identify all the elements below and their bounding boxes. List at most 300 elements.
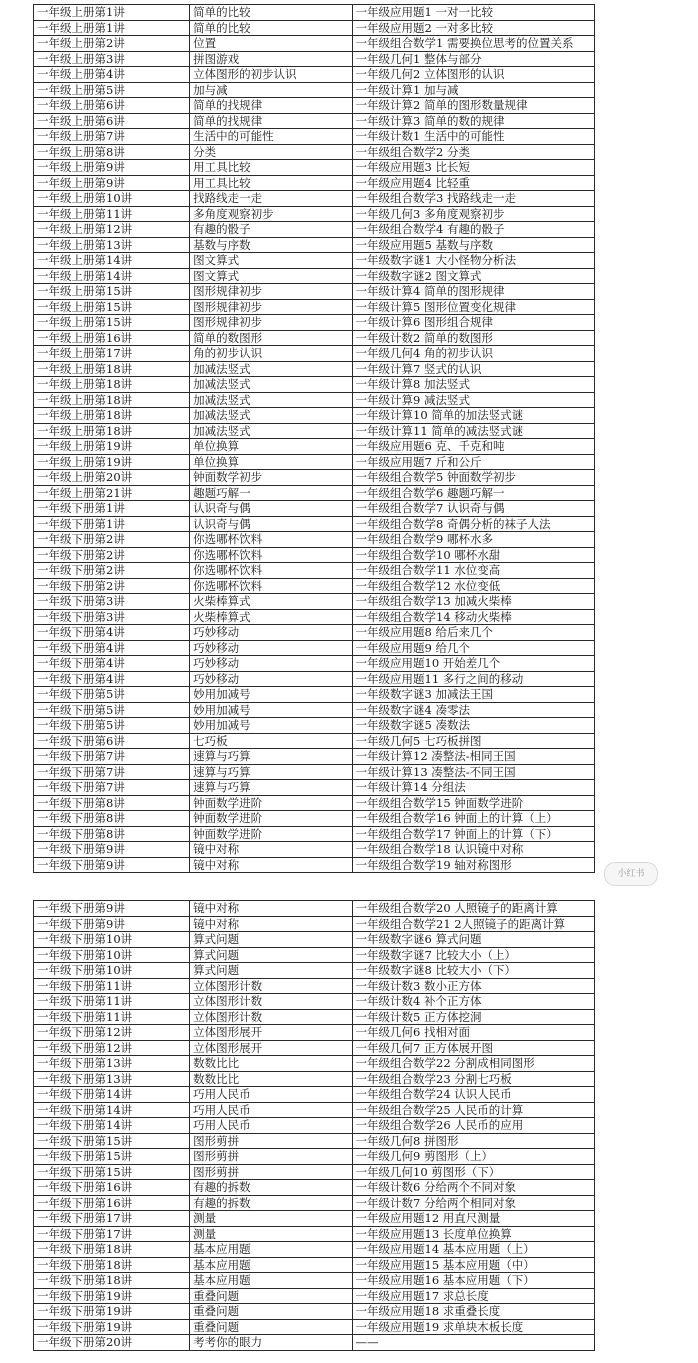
topic-cell: 加减法竖式	[190, 361, 352, 377]
lecture-cell: 一年级下册第2讲	[34, 547, 190, 563]
table-row	[34, 20, 595, 36]
table-row	[34, 718, 595, 734]
lecture-cell: 一年级上册第5讲	[34, 82, 190, 98]
topic-cell: 算式问题	[190, 963, 352, 979]
module-cell: 一年级计算12 凑整法-相同王国	[352, 749, 595, 765]
lecture-cell: 一年级下册第19讲	[34, 1319, 190, 1335]
table-row	[34, 237, 595, 253]
module-cell: 一年级应用题1 一对一比较	[352, 5, 595, 21]
topic-cell: 图形规律初步	[190, 284, 352, 300]
lecture-cell: 一年级下册第6讲	[34, 733, 190, 749]
table-row	[34, 1335, 595, 1351]
watermark-badge: 小红书	[604, 862, 658, 886]
lecture-cell: 一年级下册第8讲	[34, 826, 190, 842]
table-row	[34, 1149, 595, 1165]
lecture-cell: 一年级下册第7讲	[34, 764, 190, 780]
lecture-cell: 一年级上册第16讲	[34, 330, 190, 346]
module-cell: 一年级数字谜5 凑数法	[352, 718, 595, 734]
topic-cell: 找路线走一走	[190, 191, 352, 207]
lecture-cell: 一年级上册第1讲	[34, 5, 190, 21]
module-cell: 一年级应用题10 开始差几个	[352, 656, 595, 672]
lecture-cell: 一年级上册第19讲	[34, 454, 190, 470]
lecture-cell: 一年级下册第4讲	[34, 625, 190, 641]
table-row	[34, 175, 595, 191]
topic-cell: 图形剪拼	[190, 1133, 352, 1149]
table-row	[34, 5, 595, 21]
topic-cell: 镜中对称	[190, 901, 352, 917]
module-cell: 一年级计数5 正方体挖洞	[352, 1009, 595, 1025]
lecture-cell: 一年级下册第12讲	[34, 1025, 190, 1041]
table-row	[34, 36, 595, 52]
table-row	[34, 978, 595, 994]
topic-cell: 图形规律初步	[190, 315, 352, 331]
topic-cell: 重叠问题	[190, 1319, 352, 1335]
table-row	[34, 222, 595, 238]
table-row	[34, 671, 595, 687]
module-cell: 一年级组合数学7 认识奇与偶	[352, 501, 595, 517]
table-row	[34, 408, 595, 424]
topic-cell: 巧妙移动	[190, 625, 352, 641]
module-cell: 一年级组合数学2 分类	[352, 144, 595, 160]
topic-cell: 钟面数学初步	[190, 470, 352, 486]
module-cell: 一年级几何3 多角度观察初步	[352, 206, 595, 222]
table-row	[34, 947, 595, 963]
table-row	[34, 1164, 595, 1180]
module-cell: 一年级应用题17 求总长度	[352, 1288, 595, 1304]
topic-cell: 图文算式	[190, 253, 352, 269]
table-row	[34, 1288, 595, 1304]
lecture-cell: 一年级上册第18讲	[34, 423, 190, 439]
lecture-cell: 一年级上册第8讲	[34, 144, 190, 160]
topic-cell: 算式问题	[190, 932, 352, 948]
table-row	[34, 811, 595, 827]
lecture-cell: 一年级下册第2讲	[34, 563, 190, 579]
table-row	[34, 687, 595, 703]
topic-cell: 加减法竖式	[190, 392, 352, 408]
topic-cell: 钟面数学进阶	[190, 811, 352, 827]
topic-cell: 加减法竖式	[190, 423, 352, 439]
topic-cell: 加减法竖式	[190, 377, 352, 393]
lecture-cell: 一年级下册第16讲	[34, 1195, 190, 1211]
module-cell: 一年级组合数学5 钟面数学初步	[352, 470, 595, 486]
table-row	[34, 253, 595, 269]
table-body	[34, 901, 595, 1351]
module-cell: 一年级应用题3 比长短	[352, 160, 595, 176]
lecture-cell: 一年级下册第16讲	[34, 1180, 190, 1196]
topic-cell: 立体图形的初步认识	[190, 67, 352, 83]
topic-cell: 基数与序数	[190, 237, 352, 253]
topic-cell: 多角度观察初步	[190, 206, 352, 222]
lecture-cell: 一年级上册第9讲	[34, 160, 190, 176]
table-row	[34, 857, 595, 873]
topic-cell: 基本应用题	[190, 1273, 352, 1289]
table-row	[34, 1195, 595, 1211]
module-cell: 一年级计算13 凑整法-不同王国	[352, 764, 595, 780]
topic-cell: 简单的比较	[190, 20, 352, 36]
topic-cell: 基本应用题	[190, 1257, 352, 1273]
topic-cell: 钟面数学进阶	[190, 795, 352, 811]
module-cell: 一年级组合数学15 钟面数学进阶	[352, 795, 595, 811]
module-cell: 一年级计算9 减法竖式	[352, 392, 595, 408]
topic-cell: 巧妙移动	[190, 671, 352, 687]
topic-cell: 单位换算	[190, 439, 352, 455]
module-cell: 一年级组合数学16 钟面上的计算（上）	[352, 811, 595, 827]
topic-cell: 用工具比较	[190, 160, 352, 176]
module-cell: 一年级应用题2 一对多比较	[352, 20, 595, 36]
lecture-cell: 一年级上册第18讲	[34, 408, 190, 424]
topic-cell: 数数比比	[190, 1056, 352, 1072]
module-cell: 一年级应用题19 求单块木板长度	[352, 1319, 595, 1335]
module-cell: 一年级组合数学21 2人照镜子的距离计算	[352, 916, 595, 932]
lecture-cell: 一年级下册第1讲	[34, 501, 190, 517]
lecture-cell: 一年级上册第15讲	[34, 315, 190, 331]
topic-cell: 速算与巧算	[190, 764, 352, 780]
topic-cell: 简单的找规律	[190, 98, 352, 114]
lecture-cell: 一年级下册第5讲	[34, 687, 190, 703]
topic-cell: 巧妙移动	[190, 656, 352, 672]
table-row	[34, 547, 595, 563]
module-cell: 一年级计算11 简单的减法竖式谜	[352, 423, 595, 439]
lecture-cell: 一年级下册第1讲	[34, 516, 190, 532]
module-cell: 一年级数字谜4 凑零法	[352, 702, 595, 718]
topic-cell: 巧妙移动	[190, 640, 352, 656]
module-cell: 一年级计数2 简单的数图形	[352, 330, 595, 346]
lecture-cell: 一年级上册第1讲	[34, 20, 190, 36]
table-row	[34, 932, 595, 948]
table-row	[34, 284, 595, 300]
module-cell: 一年级几何4 角的初步认识	[352, 346, 595, 362]
table-row	[34, 1226, 595, 1242]
lecture-cell: 一年级下册第11讲	[34, 978, 190, 994]
table-row	[34, 330, 595, 346]
table-row	[34, 361, 595, 377]
module-cell: 一年级应用题8 给后来几个	[352, 625, 595, 641]
module-cell: 一年级组合数学25 人民币的计算	[352, 1102, 595, 1118]
topic-cell: 认识奇与偶	[190, 501, 352, 517]
topic-cell: 有趣的拆数	[190, 1180, 352, 1196]
lecture-cell: 一年级下册第4讲	[34, 671, 190, 687]
module-cell: 一年级计算4 简单的图形规律	[352, 284, 595, 300]
table-row	[34, 780, 595, 796]
topic-cell: 你选哪杯饮料	[190, 532, 352, 548]
lecture-cell: 一年级下册第11讲	[34, 994, 190, 1010]
module-cell: 一年级组合数学10 哪杯水甜	[352, 547, 595, 563]
module-cell: 一年级计数6 分给两个不同对象	[352, 1180, 595, 1196]
lecture-cell: 一年级下册第2讲	[34, 578, 190, 594]
table-row	[34, 485, 595, 501]
module-cell: 一年级数字谜1 大小怪物分析法	[352, 253, 595, 269]
lecture-cell: 一年级下册第18讲	[34, 1242, 190, 1258]
lecture-cell: 一年级下册第9讲	[34, 857, 190, 873]
topic-cell: 你选哪杯饮料	[190, 563, 352, 579]
topic-cell: 基本应用题	[190, 1242, 352, 1258]
table-row	[34, 144, 595, 160]
lecture-cell: 一年级上册第15讲	[34, 284, 190, 300]
topic-cell: 位置	[190, 36, 352, 52]
lecture-cell: 一年级下册第4讲	[34, 656, 190, 672]
module-cell: 一年级组合数学6 趣题巧解一	[352, 485, 595, 501]
topic-cell: 单位换算	[190, 454, 352, 470]
table-row	[34, 113, 595, 129]
topic-cell: 用工具比较	[190, 175, 352, 191]
topic-cell: 速算与巧算	[190, 749, 352, 765]
table-row	[34, 423, 595, 439]
module-cell: 一年级计数1 生活中的可能性	[352, 129, 595, 145]
module-cell: 一年级应用题15 基本应用题（中）	[352, 1257, 595, 1273]
table-row	[34, 733, 595, 749]
table-row	[34, 578, 595, 594]
table-row	[34, 1304, 595, 1320]
topic-cell: 巧用人民币	[190, 1102, 352, 1118]
lecture-cell: 一年级下册第13讲	[34, 1056, 190, 1072]
lecture-cell: 一年级下册第3讲	[34, 594, 190, 610]
topic-cell: 认识奇与偶	[190, 516, 352, 532]
lecture-cell: 一年级上册第17讲	[34, 346, 190, 362]
table-row	[34, 377, 595, 393]
table-row	[34, 191, 595, 207]
topic-cell: 拼图游戏	[190, 51, 352, 67]
table-row	[34, 1102, 595, 1118]
table-row	[34, 1180, 595, 1196]
table-row	[34, 51, 595, 67]
lecture-cell: 一年级下册第19讲	[34, 1288, 190, 1304]
module-cell: 一年级计算14 分组法	[352, 780, 595, 796]
table-row	[34, 842, 595, 858]
topic-cell: 重叠问题	[190, 1304, 352, 1320]
module-cell: 一年级几何2 立体图形的认识	[352, 67, 595, 83]
topic-cell: 简单的数图形	[190, 330, 352, 346]
topic-cell: 立体图形计数	[190, 994, 352, 1010]
lecture-cell: 一年级下册第10讲	[34, 932, 190, 948]
module-cell: 一年级计数7 分给两个相同对象	[352, 1195, 595, 1211]
topic-cell: 算式问题	[190, 947, 352, 963]
module-cell: 一年级组合数学18 认识镜中对称	[352, 842, 595, 858]
module-cell: 一年级数字谜6 算式问题	[352, 932, 595, 948]
table-row	[34, 963, 595, 979]
module-cell: 一年级数字谜2 图文算式	[352, 268, 595, 284]
lecture-cell: 一年级下册第15讲	[34, 1149, 190, 1165]
module-cell: 一年级数字谜3 加减法王国	[352, 687, 595, 703]
topic-cell: 镜中对称	[190, 916, 352, 932]
module-cell: 一年级应用题18 求重叠长度	[352, 1304, 595, 1320]
module-cell: 一年级组合数学4 有趣的骰子	[352, 222, 595, 238]
table-row	[34, 268, 595, 284]
lecture-cell: 一年级上册第12讲	[34, 222, 190, 238]
topic-cell: 角的初步认识	[190, 346, 352, 362]
lecture-cell: 一年级下册第20讲	[34, 1335, 190, 1351]
lecture-cell: 一年级下册第10讲	[34, 963, 190, 979]
lecture-cell: 一年级下册第15讲	[34, 1164, 190, 1180]
lecture-cell: 一年级下册第12讲	[34, 1040, 190, 1056]
table-row	[34, 346, 595, 362]
table-row	[34, 702, 595, 718]
topic-cell: 数数比比	[190, 1071, 352, 1087]
module-cell: 一年级组合数学22 分割成相同图形	[352, 1056, 595, 1072]
topic-cell: 镜中对称	[190, 857, 352, 873]
module-cell: 一年级计算5 图形位置变化规律	[352, 299, 595, 315]
lecture-cell: 一年级下册第15讲	[34, 1133, 190, 1149]
module-cell: 一年级组合数学19 轴对称图形	[352, 857, 595, 873]
table-row	[34, 1056, 595, 1072]
topic-cell: 立体图形计数	[190, 978, 352, 994]
topic-cell: 立体图形展开	[190, 1025, 352, 1041]
topic-cell: 七巧板	[190, 733, 352, 749]
table-row	[34, 501, 595, 517]
lecture-cell: 一年级下册第11讲	[34, 1009, 190, 1025]
topic-cell: 考考你的眼力	[190, 1335, 352, 1351]
module-cell: 一年级计算1 加与减	[352, 82, 595, 98]
table-row	[34, 129, 595, 145]
module-cell: 一年级应用题9 给几个	[352, 640, 595, 656]
module-cell: 一年级组合数学1 需要换位思考的位置关系	[352, 36, 595, 52]
table-row	[34, 67, 595, 83]
module-cell: 一年级应用题5 基数与序数	[352, 237, 595, 253]
topic-cell: 分类	[190, 144, 352, 160]
topic-cell: 加与减	[190, 82, 352, 98]
table-row	[34, 532, 595, 548]
lecture-cell: 一年级下册第18讲	[34, 1257, 190, 1273]
module-cell: 一年级组合数学17 钟面上的计算（下）	[352, 826, 595, 842]
table-row	[34, 299, 595, 315]
curriculum-table-part1	[33, 4, 595, 873]
lecture-cell: 一年级上册第7讲	[34, 129, 190, 145]
module-cell: 一年级组合数学23 分割七巧板	[352, 1071, 595, 1087]
table-row	[34, 439, 595, 455]
topic-cell: 立体图形计数	[190, 1009, 352, 1025]
lecture-cell: 一年级下册第8讲	[34, 811, 190, 827]
topic-cell: 钟面数学进阶	[190, 826, 352, 842]
lecture-cell: 一年级上册第10讲	[34, 191, 190, 207]
topic-cell: 你选哪杯饮料	[190, 578, 352, 594]
lecture-cell: 一年级上册第6讲	[34, 113, 190, 129]
curriculum-table-part2	[33, 900, 595, 1351]
lecture-cell: 一年级上册第21讲	[34, 485, 190, 501]
table-row	[34, 1257, 595, 1273]
lecture-cell: 一年级下册第9讲	[34, 901, 190, 917]
topic-cell: 图形剪拼	[190, 1149, 352, 1165]
lecture-cell: 一年级下册第8讲	[34, 795, 190, 811]
table-row	[34, 392, 595, 408]
table-row	[34, 994, 595, 1010]
table-row	[34, 470, 595, 486]
lecture-cell: 一年级上册第18讲	[34, 392, 190, 408]
table-row	[34, 594, 595, 610]
module-cell: 一年级几何8 拼图形	[352, 1133, 595, 1149]
table-row	[34, 454, 595, 470]
topic-cell: 有趣的拆数	[190, 1195, 352, 1211]
table-row	[34, 315, 595, 331]
module-cell: 一年级组合数学20 人照镜子的距离计算	[352, 901, 595, 917]
topic-cell: 巧用人民币	[190, 1118, 352, 1134]
topic-cell: 图形剪拼	[190, 1164, 352, 1180]
module-cell: 一年级数字谜8 比较大小（下）	[352, 963, 595, 979]
table-row	[34, 1009, 595, 1025]
module-cell: 一年级数字谜7 比较大小（上）	[352, 947, 595, 963]
module-cell: 一年级计数4 补个正方体	[352, 994, 595, 1010]
lecture-cell: 一年级下册第5讲	[34, 718, 190, 734]
table-row	[34, 1242, 595, 1258]
lecture-cell: 一年级下册第7讲	[34, 780, 190, 796]
table-row	[34, 1133, 595, 1149]
topic-cell: 妙用加减号	[190, 702, 352, 718]
table-row	[34, 1087, 595, 1103]
module-cell: 一年级计算6 图形组合规律	[352, 315, 595, 331]
table-row	[34, 1273, 595, 1289]
lecture-cell: 一年级下册第19讲	[34, 1304, 190, 1320]
table-row	[34, 516, 595, 532]
topic-cell: 趣题巧解一	[190, 485, 352, 501]
lecture-cell: 一年级上册第3讲	[34, 51, 190, 67]
module-cell: 一年级应用题13 长度单位换算	[352, 1226, 595, 1242]
module-cell: 一年级几何5 七巧板拼图	[352, 733, 595, 749]
topic-cell: 重叠问题	[190, 1288, 352, 1304]
module-cell: 一年级应用题7 斤和公斤	[352, 454, 595, 470]
lecture-cell: 一年级上册第18讲	[34, 377, 190, 393]
table-row	[34, 764, 595, 780]
module-cell: 一年级组合数学9 哪杯水多	[352, 532, 595, 548]
lecture-cell: 一年级上册第2讲	[34, 36, 190, 52]
table-row	[34, 563, 595, 579]
module-cell: 一年级应用题16 基本应用题（下）	[352, 1273, 595, 1289]
table-row	[34, 1118, 595, 1134]
module-cell: 一年级计算3 简单的数的规律	[352, 113, 595, 129]
topic-cell: 火柴棒算式	[190, 594, 352, 610]
lecture-cell: 一年级下册第17讲	[34, 1226, 190, 1242]
table-row	[34, 82, 595, 98]
table-row	[34, 609, 595, 625]
table-row	[34, 206, 595, 222]
topic-cell: 速算与巧算	[190, 780, 352, 796]
lecture-cell: 一年级上册第11讲	[34, 206, 190, 222]
topic-cell: 简单的找规律	[190, 113, 352, 129]
table-row	[34, 749, 595, 765]
table-row	[34, 795, 595, 811]
topic-cell: 图文算式	[190, 268, 352, 284]
module-cell: 一年级组合数学11 水位变高	[352, 563, 595, 579]
module-cell: 一年级计算2 简单的图形数量规律	[352, 98, 595, 114]
lecture-cell: 一年级下册第10讲	[34, 947, 190, 963]
lecture-cell: 一年级上册第6讲	[34, 98, 190, 114]
module-cell: 一年级组合数学13 加减火柴棒	[352, 594, 595, 610]
module-cell: 一年级应用题11 多行之间的移动	[352, 671, 595, 687]
lecture-cell: 一年级下册第14讲	[34, 1118, 190, 1134]
topic-cell: 立体图形展开	[190, 1040, 352, 1056]
table-row	[34, 625, 595, 641]
table-row	[34, 1211, 595, 1227]
module-cell: 一年级计算10 简单的加法竖式谜	[352, 408, 595, 424]
module-cell: 一年级几何9 剪图形（上）	[352, 1149, 595, 1165]
table-row	[34, 656, 595, 672]
lecture-cell: 一年级上册第20讲	[34, 470, 190, 486]
table-row	[34, 901, 595, 917]
table-row	[34, 916, 595, 932]
lecture-cell: 一年级上册第9讲	[34, 175, 190, 191]
module-cell: 一年级应用题14 基本应用题（上）	[352, 1242, 595, 1258]
topic-cell: 你选哪杯饮料	[190, 547, 352, 563]
lecture-cell: 一年级下册第9讲	[34, 842, 190, 858]
module-cell: 一年级组合数学26 人民币的应用	[352, 1118, 595, 1134]
module-cell: 一年级组合数学24 认识人民币	[352, 1087, 595, 1103]
module-cell: 一年级计数3 数小正方体	[352, 978, 595, 994]
module-cell: 一年级组合数学8 奇偶分析的袜子人法	[352, 516, 595, 532]
table-row	[34, 1071, 595, 1087]
module-cell: ——	[352, 1335, 595, 1351]
lecture-cell: 一年级上册第19讲	[34, 439, 190, 455]
lecture-cell: 一年级下册第5讲	[34, 702, 190, 718]
module-cell: 一年级几何6 找相对面	[352, 1025, 595, 1041]
table-row	[34, 1025, 595, 1041]
topic-cell: 妙用加减号	[190, 687, 352, 703]
